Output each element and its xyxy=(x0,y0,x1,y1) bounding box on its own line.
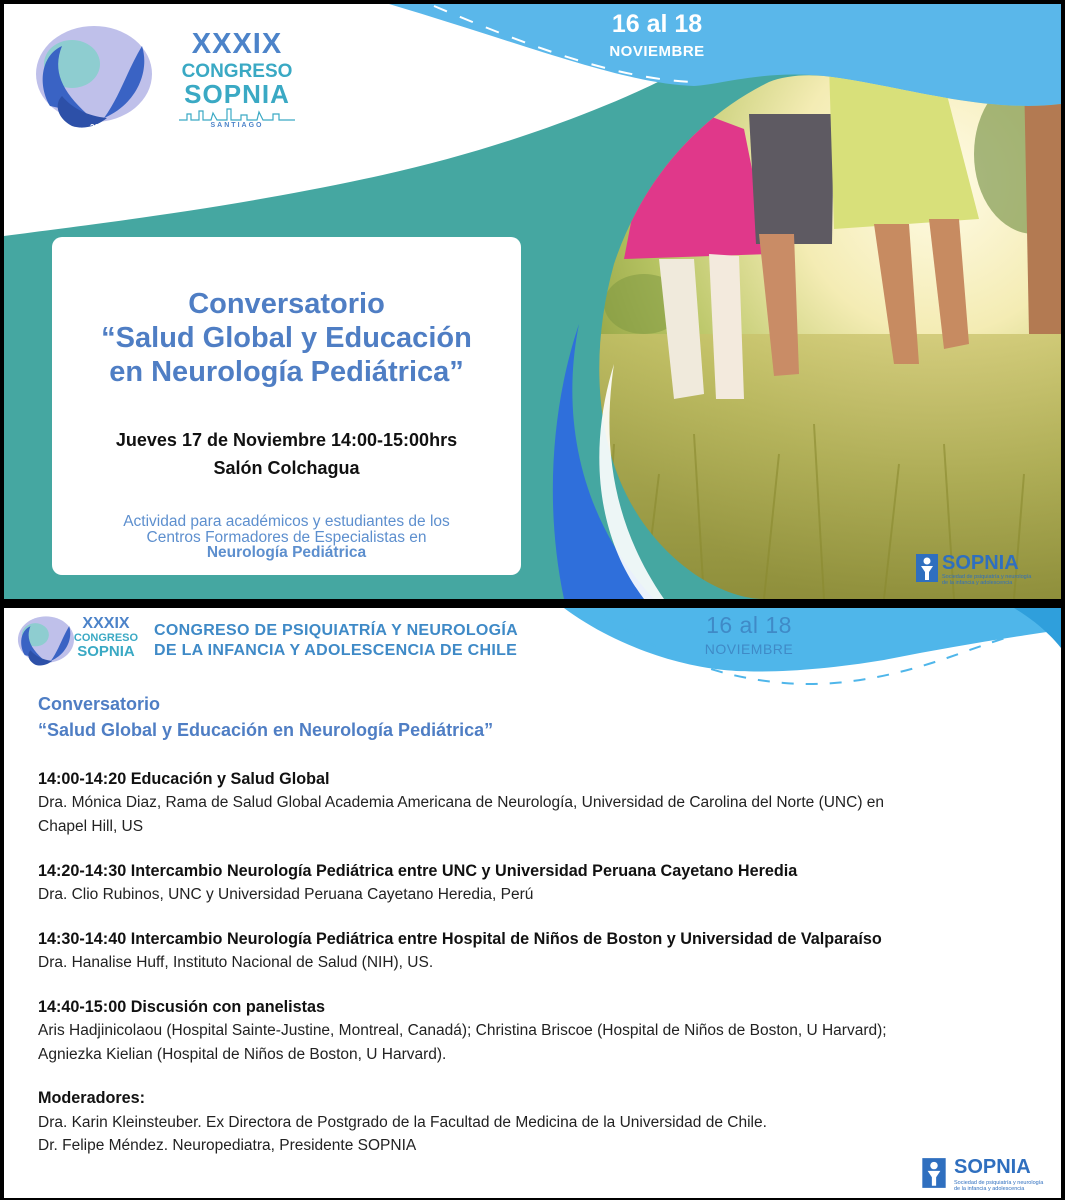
logo-line-3: SOPNIA xyxy=(184,79,290,109)
event-title-line-2: “Salud Global y Educación xyxy=(101,322,472,355)
event-venue: Salón Colchagua xyxy=(213,457,360,478)
agenda-item-speaker-cont: Chapel Hill, US xyxy=(38,818,144,836)
congress-logo xyxy=(32,26,293,136)
note-line-3: Neurología Pediátrica xyxy=(206,544,367,561)
moderator-1: Dra. Karin Kleinsteuber. Ex Directora de Postgrado de la Facultad de Medicina de la Universidad de Chile. xyxy=(38,1113,767,1131)
flyer-panel xyxy=(4,4,1061,599)
program-title-line-1: Conversatorio xyxy=(38,694,161,714)
program-sopnia-name: SOPNIA xyxy=(954,1156,1031,1178)
agenda-item xyxy=(38,928,1048,975)
congress-name-line-1: CONGRESO DE PSIQUIATRÍA Y NEUROLOGÍA xyxy=(154,622,519,639)
program-logo-line-3: SOPNIA xyxy=(77,643,135,660)
program-date-month: NOVIEMBRE xyxy=(704,641,794,657)
program-event-dates xyxy=(679,612,819,657)
city-skyline-icon xyxy=(177,108,297,122)
agenda-list xyxy=(38,768,1048,1179)
event-title-line-3: en Neurología Pediátrica” xyxy=(109,356,464,389)
program-logo-line-2: CONGRESO xyxy=(73,632,139,644)
sopnia-figure-icon xyxy=(916,552,938,584)
date-month: NOVIEMBRE xyxy=(609,43,705,60)
event-dates xyxy=(582,10,732,60)
note-line-2: Centros Formadores de Especialistas en xyxy=(146,528,427,546)
program-sopnia-tagline-1: Sociedad de psiquiatría y neurología xyxy=(954,1180,1044,1186)
sopnia-figure-icon xyxy=(922,1156,946,1190)
moderators-heading: Moderadores: xyxy=(38,1089,146,1108)
sopnia-tagline xyxy=(942,574,1052,586)
logo-line-1: XXXIX xyxy=(191,28,283,60)
program-sopnia-tagline xyxy=(954,1180,1061,1192)
event-audience-note xyxy=(52,514,521,561)
note-line-1: Actividad para académicos y estudiantes de los xyxy=(123,513,450,530)
program-logo-line-1: XXXIX xyxy=(82,615,130,632)
agenda-item-speaker-cont: Agniezka Kielian (Hospital de Niños de Boston, U Harvard). xyxy=(38,1045,447,1063)
event-title-line-1: Conversatorio xyxy=(188,288,385,320)
moderator-2: Dr. Felipe Méndez. Neuropediatra, Presidente SOPNIA xyxy=(38,1137,417,1155)
logo-year: 2022 xyxy=(90,123,108,132)
sopnia-name: SOPNIA xyxy=(942,552,1019,574)
moderators xyxy=(38,1087,1048,1158)
program-title-line-2: “Salud Global y Educación en Neurología Pediátrica” xyxy=(38,719,494,740)
agenda-item-heading: 14:20-14:30 Intercambio Neurología Pediátrica entre UNC y Universidad Peruana Cayetano Heredia xyxy=(38,861,798,880)
agenda-item-heading: 14:00-14:20 Educación y Salud Global xyxy=(38,770,330,788)
agenda-item-speaker: Dra. Clio Rubinos, UNC y Universidad Peruana Cayetano Heredia, Perú xyxy=(38,886,534,904)
logo-city: SANTIAGO xyxy=(210,122,264,129)
program-title xyxy=(38,692,493,743)
event-schedule xyxy=(52,427,521,483)
congress-name-line-2: DE LA INFANCIA Y ADOLESCENCIA DE CHILE xyxy=(154,641,518,659)
event-datetime: Jueves 17 de Noviembre 14:00-15:00hrs xyxy=(115,430,458,450)
program-sopnia-logo xyxy=(922,1156,1057,1194)
congress-full-name xyxy=(154,621,574,660)
sopnia-tagline-2: de la infancia y adolescencia xyxy=(942,580,1013,587)
program-sopnia-tagline-2: de la infancia y adolescencia xyxy=(954,1186,1025,1193)
sopnia-tagline-1: Sociedad de psiquiatría y neurología xyxy=(942,574,1032,580)
hands-globe-logo-icon xyxy=(16,614,74,672)
date-range: 16 al 18 xyxy=(611,10,703,38)
program-date-range: 16 al 18 xyxy=(706,612,792,638)
agenda-item-heading: 14:40-15:00 Discusión con panelistas xyxy=(38,997,325,1016)
agenda-item xyxy=(38,768,1048,839)
event-title xyxy=(52,287,521,390)
agenda-item-heading: 14:30-14:40 Intercambio Neurología Pediátrica entre Hospital de Niños de Boston y Universidad de Valparaíso xyxy=(38,929,882,948)
logo-line-2: CONGRESO xyxy=(181,61,293,82)
sopnia-logo xyxy=(916,552,1051,592)
agenda-item-speaker: Dra. Hanalise Huff, Instituto Nacional de Salud (NIH), US. xyxy=(38,954,434,972)
agenda-item-speaker: Dra. Mónica Diaz, Rama de Salud Global Academia Americana de Neurología, Universidad de Carolina del Norte (UNC) en xyxy=(38,794,885,812)
hands-globe-logo-icon xyxy=(32,26,152,136)
agenda-item-speaker: Aris Hadjinicolaou (Hospital Sainte-Justine, Montreal, Canadá); Christina Briscoe (Hospital de Niños de Boston, U Harvard); xyxy=(38,1022,887,1040)
agenda-item xyxy=(38,996,1048,1067)
event-info-card xyxy=(52,237,521,575)
program-panel xyxy=(4,608,1061,1198)
agenda-item xyxy=(38,860,1048,907)
program-congress-logo xyxy=(16,614,146,674)
